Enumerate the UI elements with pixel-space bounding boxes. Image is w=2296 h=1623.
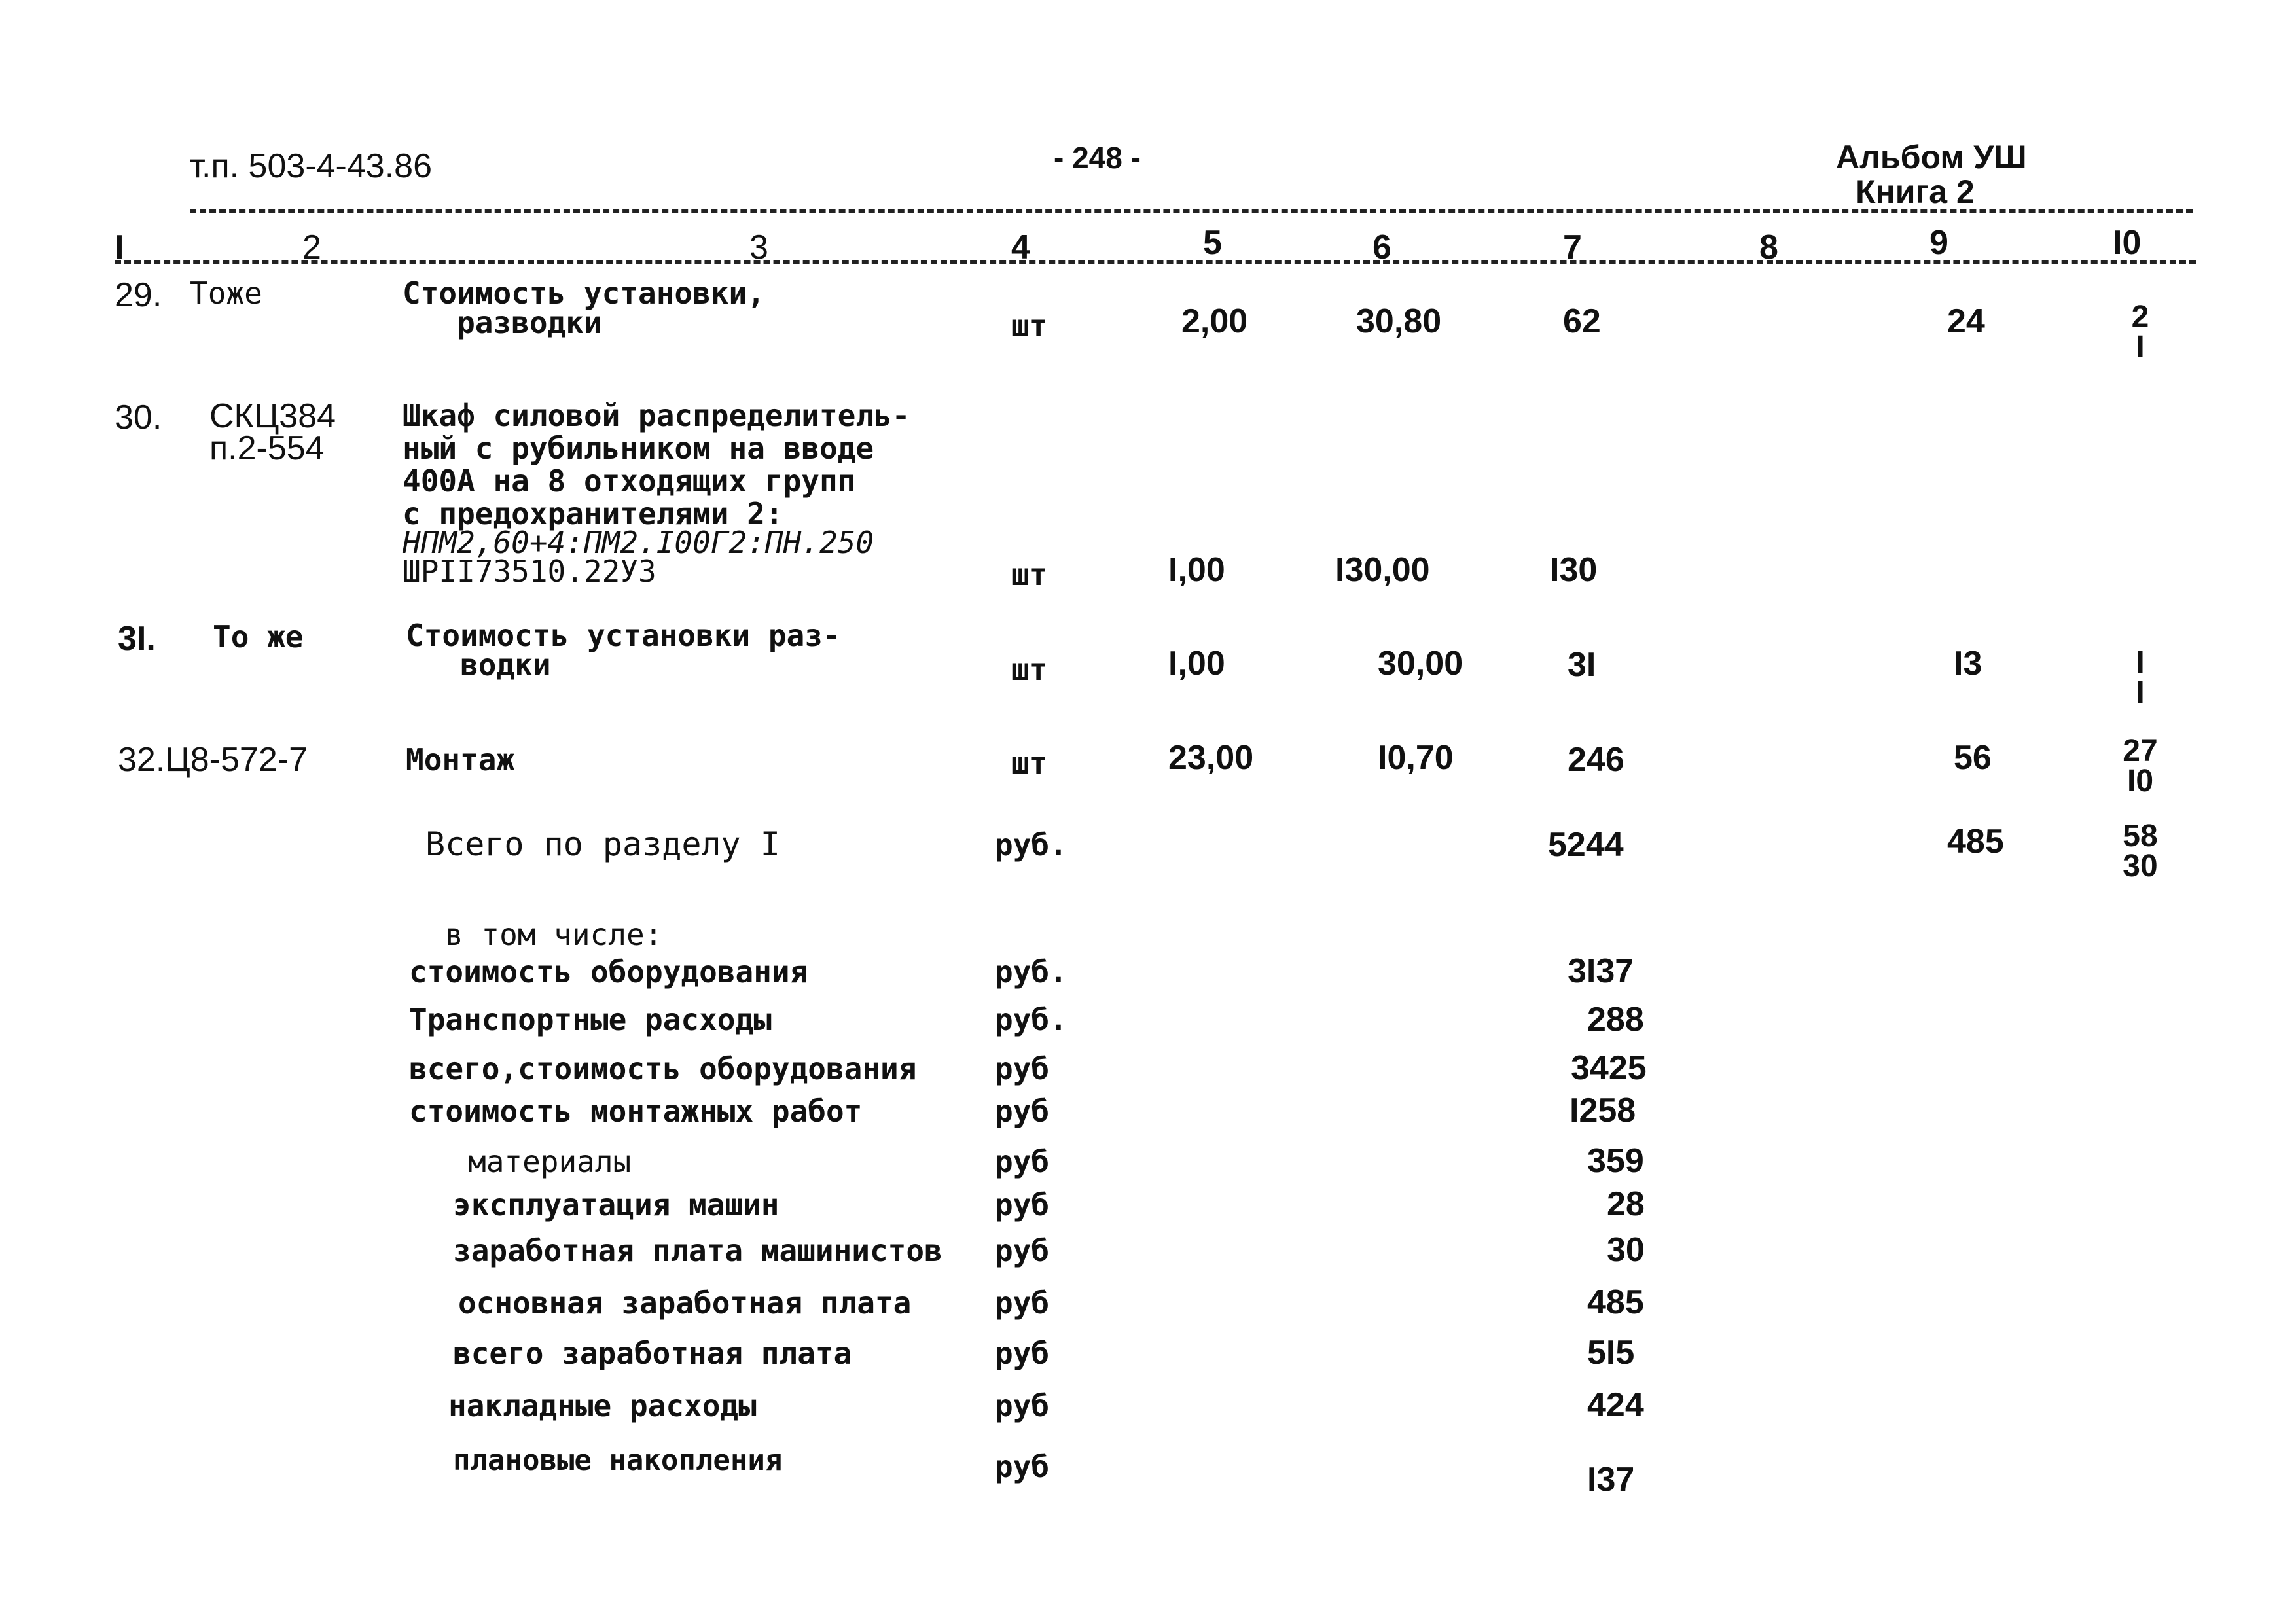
breakdown-unit: руб. xyxy=(995,954,1067,990)
breakdown-value: 28 xyxy=(1607,1185,1645,1223)
breakdown-unit: руб xyxy=(995,1233,1050,1268)
breakdown-unit: руб xyxy=(995,1336,1050,1371)
column-header-6: 6 xyxy=(1372,228,1391,266)
row-col9: I3 xyxy=(1954,645,1982,683)
row-description-line: НПМ2,60+4:ПМ2.I00Г2:ПН.250 xyxy=(403,525,874,560)
row-col10 xyxy=(2114,736,2166,796)
breakdown-unit: руб xyxy=(995,1144,1050,1179)
row-col10-top: I xyxy=(2136,645,2145,680)
breakdown-value: I258 xyxy=(1570,1092,1636,1130)
column-header-10: I0 xyxy=(2113,224,2142,262)
section-total-col10-top: 58 xyxy=(2123,819,2158,853)
column-header-7: 7 xyxy=(1563,228,1582,266)
section-total-col10-bottom: 30 xyxy=(2123,848,2158,883)
row-col10 xyxy=(2121,300,2160,365)
breakdown-value: 30 xyxy=(1607,1231,1645,1269)
row-quantity: 23,00 xyxy=(1168,739,1254,777)
row-unit: шт xyxy=(1011,652,1048,687)
row-col10-bottom: I0 xyxy=(2126,763,2154,798)
breakdown-unit: руб xyxy=(995,1285,1050,1321)
breakdown-label: эксплуатация машин xyxy=(453,1187,780,1222)
row-code: СКЦ384 п.2-554 xyxy=(209,397,336,468)
row-unit: шт xyxy=(1011,745,1048,781)
document-code: т.п. 503-4-43.86 xyxy=(190,147,432,185)
column-header-3: 3 xyxy=(749,228,768,266)
breakdown-value: 485 xyxy=(1587,1283,1644,1321)
column-number-divider xyxy=(115,260,2196,264)
breakdown-value: 359 xyxy=(1587,1142,1644,1180)
row-unit-price: I30,00 xyxy=(1335,551,1430,589)
row-unit: шт xyxy=(1011,557,1048,592)
section-total-label: Всего по разделу I xyxy=(425,825,780,863)
breakdown-value: I37 xyxy=(1587,1461,1635,1499)
row-description-line: Стоимость установки раз- xyxy=(406,618,841,653)
section-total-unit: руб. xyxy=(995,827,1067,863)
breakdown-value: 3425 xyxy=(1571,1049,1647,1087)
breakdown-label: стоимость монтажных работ xyxy=(409,1094,863,1129)
column-header-2: 2 xyxy=(302,228,321,266)
header-divider xyxy=(190,209,2193,213)
section-total-value: 5244 xyxy=(1548,826,1624,864)
row-number: 30. xyxy=(115,399,162,437)
breakdown-label: заработная плата машинистов xyxy=(453,1233,942,1268)
row-quantity: 2,00 xyxy=(1181,302,1248,340)
row-col10-bottom: I xyxy=(2136,329,2145,365)
breakdown-value: 288 xyxy=(1587,1001,1644,1039)
row-description-line: Шкаф силовой распределитель- xyxy=(403,398,910,433)
row-number: 32.Ц8-572-7 xyxy=(118,741,308,779)
column-header-4: 4 xyxy=(1011,228,1030,266)
row-col10 xyxy=(2121,645,2160,710)
section-total-col10 xyxy=(2114,821,2166,881)
row-unit-price: I0,70 xyxy=(1378,739,1454,777)
row-total: 246 xyxy=(1568,741,1624,779)
column-header-8: 8 xyxy=(1759,228,1778,266)
row-description-line: ШРII73510.22У3 xyxy=(403,554,656,589)
breakdown-value: 424 xyxy=(1587,1386,1644,1424)
column-header-1: I xyxy=(115,228,124,266)
breakdown-label: основная заработная плата xyxy=(458,1285,912,1321)
breakdown-unit: руб xyxy=(995,1449,1050,1484)
breakdown-unit: руб xyxy=(995,1388,1050,1423)
breakdown-label: материалы xyxy=(468,1144,632,1179)
breakdown-unit: руб xyxy=(995,1094,1050,1129)
breakdown-value: 3I37 xyxy=(1568,952,1634,990)
row-description-line: с предохранителями 2: xyxy=(403,496,783,531)
row-quantity: I,00 xyxy=(1168,551,1225,589)
row-code: То же xyxy=(213,619,304,654)
breakdown-label: всего,стоимость оборудования xyxy=(409,1051,917,1086)
breakdown-label: стоимость оборудования xyxy=(409,954,808,990)
row-description-line: 400А на 8 отходящих групп xyxy=(403,463,856,499)
row-number: 3I. xyxy=(118,620,156,658)
row-col10-top: 27 xyxy=(2123,734,2158,768)
section-total-col9: 485 xyxy=(1947,823,2004,861)
row-col10-bottom: I xyxy=(2136,675,2145,710)
row-description-line: разводки xyxy=(403,305,602,340)
column-header-5: 5 xyxy=(1203,224,1222,262)
row-unit-price: 30,80 xyxy=(1356,302,1442,340)
row-description-line: водки xyxy=(406,647,551,683)
row-total: 62 xyxy=(1563,302,1601,340)
column-header-9: 9 xyxy=(1929,224,1948,262)
row-col9: 56 xyxy=(1954,739,1992,777)
row-quantity: I,00 xyxy=(1168,645,1225,683)
row-unit-price: 30,00 xyxy=(1378,645,1463,683)
breakdown-unit: руб xyxy=(995,1187,1050,1222)
breakdown-unit: руб. xyxy=(995,1002,1067,1037)
book-label: Книга 2 xyxy=(1856,173,1975,210)
row-total: I30 xyxy=(1550,551,1598,589)
row-unit: шт xyxy=(1011,308,1048,344)
row-number: 29. xyxy=(115,276,162,314)
breakdown-label: всего заработная плата xyxy=(453,1336,852,1371)
page-number: - 248 - xyxy=(1054,141,1141,175)
breakdown-label: накладные расходы xyxy=(448,1388,757,1423)
row-description-line: Стоимость установки, xyxy=(403,276,765,311)
row-code: Тоже xyxy=(190,276,262,311)
breakdown-value: 5I5 xyxy=(1587,1334,1635,1372)
album-label: Альбом УШ xyxy=(1836,139,2027,175)
row-col9: 24 xyxy=(1947,302,1985,340)
row-description-line: Монтаж xyxy=(406,742,515,777)
breakdown-unit: руб xyxy=(995,1051,1050,1086)
including-label: в том числе: xyxy=(445,917,663,952)
breakdown-label: Транспортные расходы xyxy=(409,1002,772,1037)
row-description-line: ный с рубильником на вводе xyxy=(403,431,874,466)
breakdown-label: плановые накопления xyxy=(453,1444,783,1477)
row-col10-top: 2 xyxy=(2131,300,2149,334)
row-total: 3I xyxy=(1568,646,1596,684)
